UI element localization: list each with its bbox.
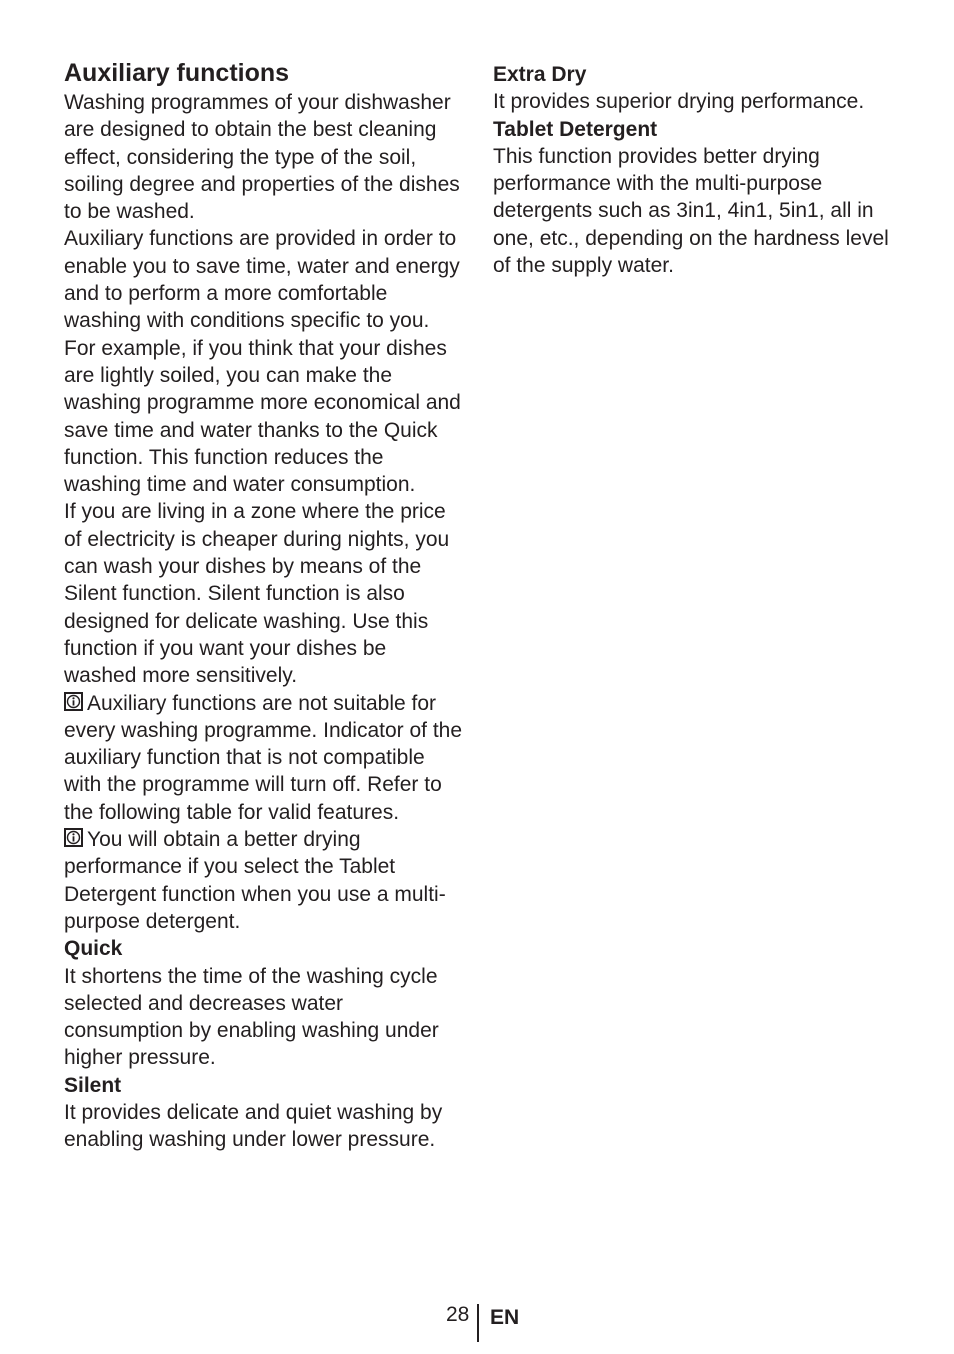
page-number: 28 [446, 1303, 470, 1326]
language-code: EN [490, 1306, 520, 1329]
left-column [64, 58, 464, 1154]
quick-example-paragraph: For example, if you think that your dishes are lightly soiled, you can make the washing programme more economical and save time and water thanks to the Quick function. This function reduces the washing time and water consumption. [64, 336, 461, 497]
note-compatibility-text: Auxiliary functions are not suitable for every washing programme. Indicator of the auxiliary function that is not compatible with the programme will turn off. Refer to the following table for valid features. [64, 691, 463, 824]
extra-dry-description: It provides superior drying performance. [493, 90, 865, 114]
section-title: Auxiliary functions [64, 59, 290, 87]
quick-heading: Quick [64, 937, 123, 961]
note-drying [64, 826, 464, 935]
footer-divider [477, 1304, 479, 1342]
note-drying-text: You will obtain a better drying performance if you select the Tablet Detergent function when you use a multi-purpose detergent. [64, 828, 446, 933]
right-column [493, 58, 893, 279]
note-compatibility [64, 690, 464, 826]
auxiliary-purpose-paragraph: Auxiliary functions are provided in order to enable you to save time, water and energy and to perform a more comfortable washing with conditions specific to you. [64, 227, 460, 333]
silent-example-paragraph: If you are living in a zone where the price of electricity is cheaper during nights, you can wash your dishes by means of the Silent function. Silent function is also designed for delicate washing. Use this function if you want your dishes be washed more sensitively. [64, 500, 450, 688]
tablet-detergent-description: This function provides better drying performance with the multi-purpose detergents such as 3in1, 4in1, 5in1, all in one, etc., depending on the hardness level of the supply water. [493, 144, 889, 278]
info-icon [64, 828, 83, 847]
silent-heading: Silent [64, 1073, 122, 1097]
info-icon [64, 692, 83, 711]
intro-paragraph: Washing programmes of your dishwasher are designed to obtain the best cleaning effect, considering the type of the soil, soiling degree and properties of the dishes to be washed. [64, 91, 460, 224]
silent-description: It provides delicate and quiet washing by enabling washing under lower pressure. [64, 1100, 443, 1152]
extra-dry-heading: Extra Dry [493, 63, 587, 86]
quick-description: It shortens the time of the washing cycle selected and decreases water consumption by enabling washing under higher pressure. [64, 964, 439, 1070]
tablet-detergent-heading: Tablet Detergent [493, 117, 658, 141]
